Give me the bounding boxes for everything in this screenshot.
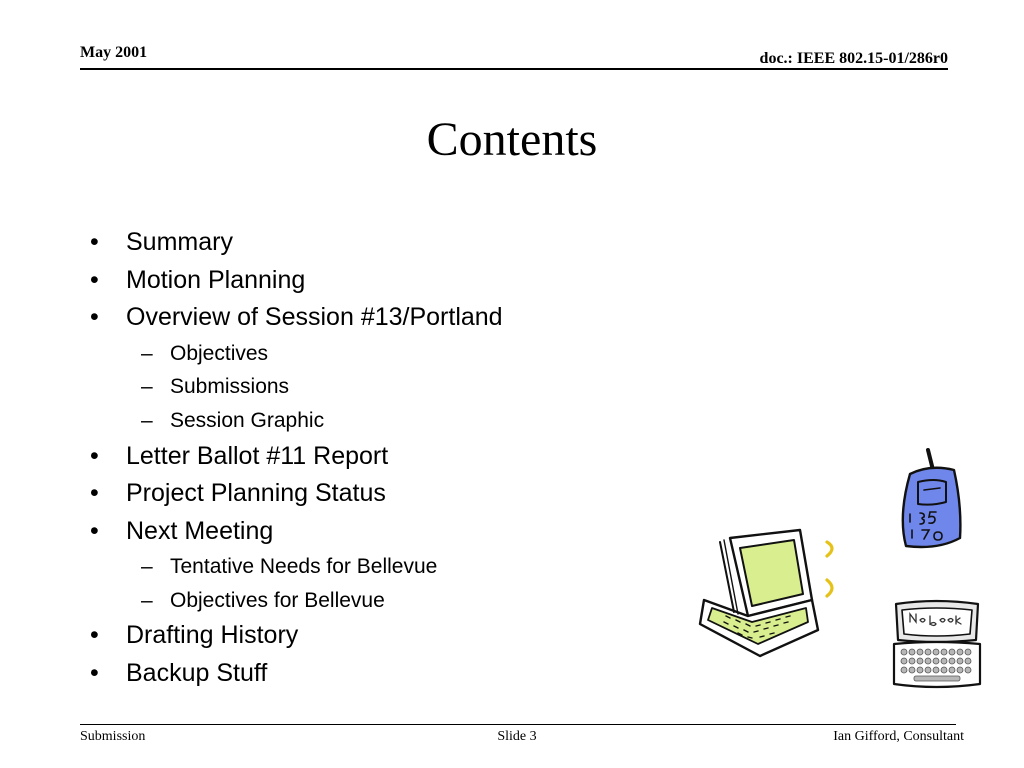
sub-bullet-item bbox=[90, 404, 650, 438]
bullet-text: Next Meeting bbox=[126, 516, 274, 545]
bullet-text: Backup Stuff bbox=[126, 658, 268, 687]
bullet-item bbox=[90, 475, 650, 513]
slide-title: Contents bbox=[426, 113, 598, 166]
bullet-text: Submissions bbox=[170, 375, 290, 399]
bullet-text: Project Planning Status bbox=[126, 479, 386, 508]
notebook-pda-clipart-icon bbox=[890, 598, 984, 690]
footer-author: Ian Gifford, Consultant bbox=[833, 729, 964, 744]
bullet-text: Motion Planning bbox=[126, 265, 306, 294]
bullet-text: Drafting History bbox=[126, 621, 299, 650]
bullet-item bbox=[90, 262, 650, 300]
bullet-dot: • bbox=[90, 621, 99, 650]
bullet-dash: – bbox=[141, 375, 153, 399]
bullet-text: Objectives for Bellevue bbox=[170, 588, 385, 612]
bullet-dash: – bbox=[141, 341, 153, 365]
sub-bullet-item bbox=[90, 584, 650, 618]
header-date: May 2001 bbox=[80, 44, 148, 61]
laptop-clipart-icon bbox=[690, 520, 850, 660]
bullet-dash: – bbox=[141, 408, 153, 432]
mobile-phone-clipart-icon bbox=[890, 446, 970, 554]
footer-slide-number: Slide 3 bbox=[497, 729, 537, 744]
bullet-dot: • bbox=[90, 228, 99, 256]
bullet-item bbox=[90, 655, 650, 693]
header-rule bbox=[80, 68, 948, 70]
bullet-dot: • bbox=[90, 265, 99, 294]
bullet-text: Summary bbox=[126, 228, 233, 256]
bullet-item bbox=[90, 513, 650, 551]
bullet-item bbox=[90, 224, 650, 262]
bullet-text: Tentative Needs for Bellevue bbox=[170, 555, 438, 579]
header-doc-id: doc.: IEEE 802.15-01/286r0 bbox=[759, 50, 948, 67]
footer-left: Submission bbox=[80, 729, 146, 744]
bullet-item bbox=[90, 438, 650, 476]
bullet-dot: • bbox=[90, 658, 99, 687]
bullet-dash: – bbox=[141, 588, 153, 612]
bullet-text: Letter Ballot #11 Report bbox=[126, 441, 389, 470]
bullet-dash: – bbox=[141, 555, 153, 579]
bullet-text: Overview of Session #13/Portland bbox=[126, 303, 503, 331]
bullet-text: Session Graphic bbox=[170, 408, 325, 432]
bullet-list bbox=[90, 224, 650, 692]
bullet-item bbox=[90, 299, 650, 337]
sub-bullet-item bbox=[90, 550, 650, 584]
bullet-dot: • bbox=[90, 516, 99, 545]
bullet-dot: • bbox=[90, 479, 99, 508]
footer-rule bbox=[80, 724, 956, 725]
sub-bullet-item bbox=[90, 337, 650, 371]
bullet-dot: • bbox=[90, 303, 99, 331]
sub-bullet-item bbox=[90, 370, 650, 404]
bullet-text: Objectives bbox=[170, 341, 269, 365]
bullet-item bbox=[90, 617, 650, 655]
bullet-dot: • bbox=[90, 441, 99, 470]
